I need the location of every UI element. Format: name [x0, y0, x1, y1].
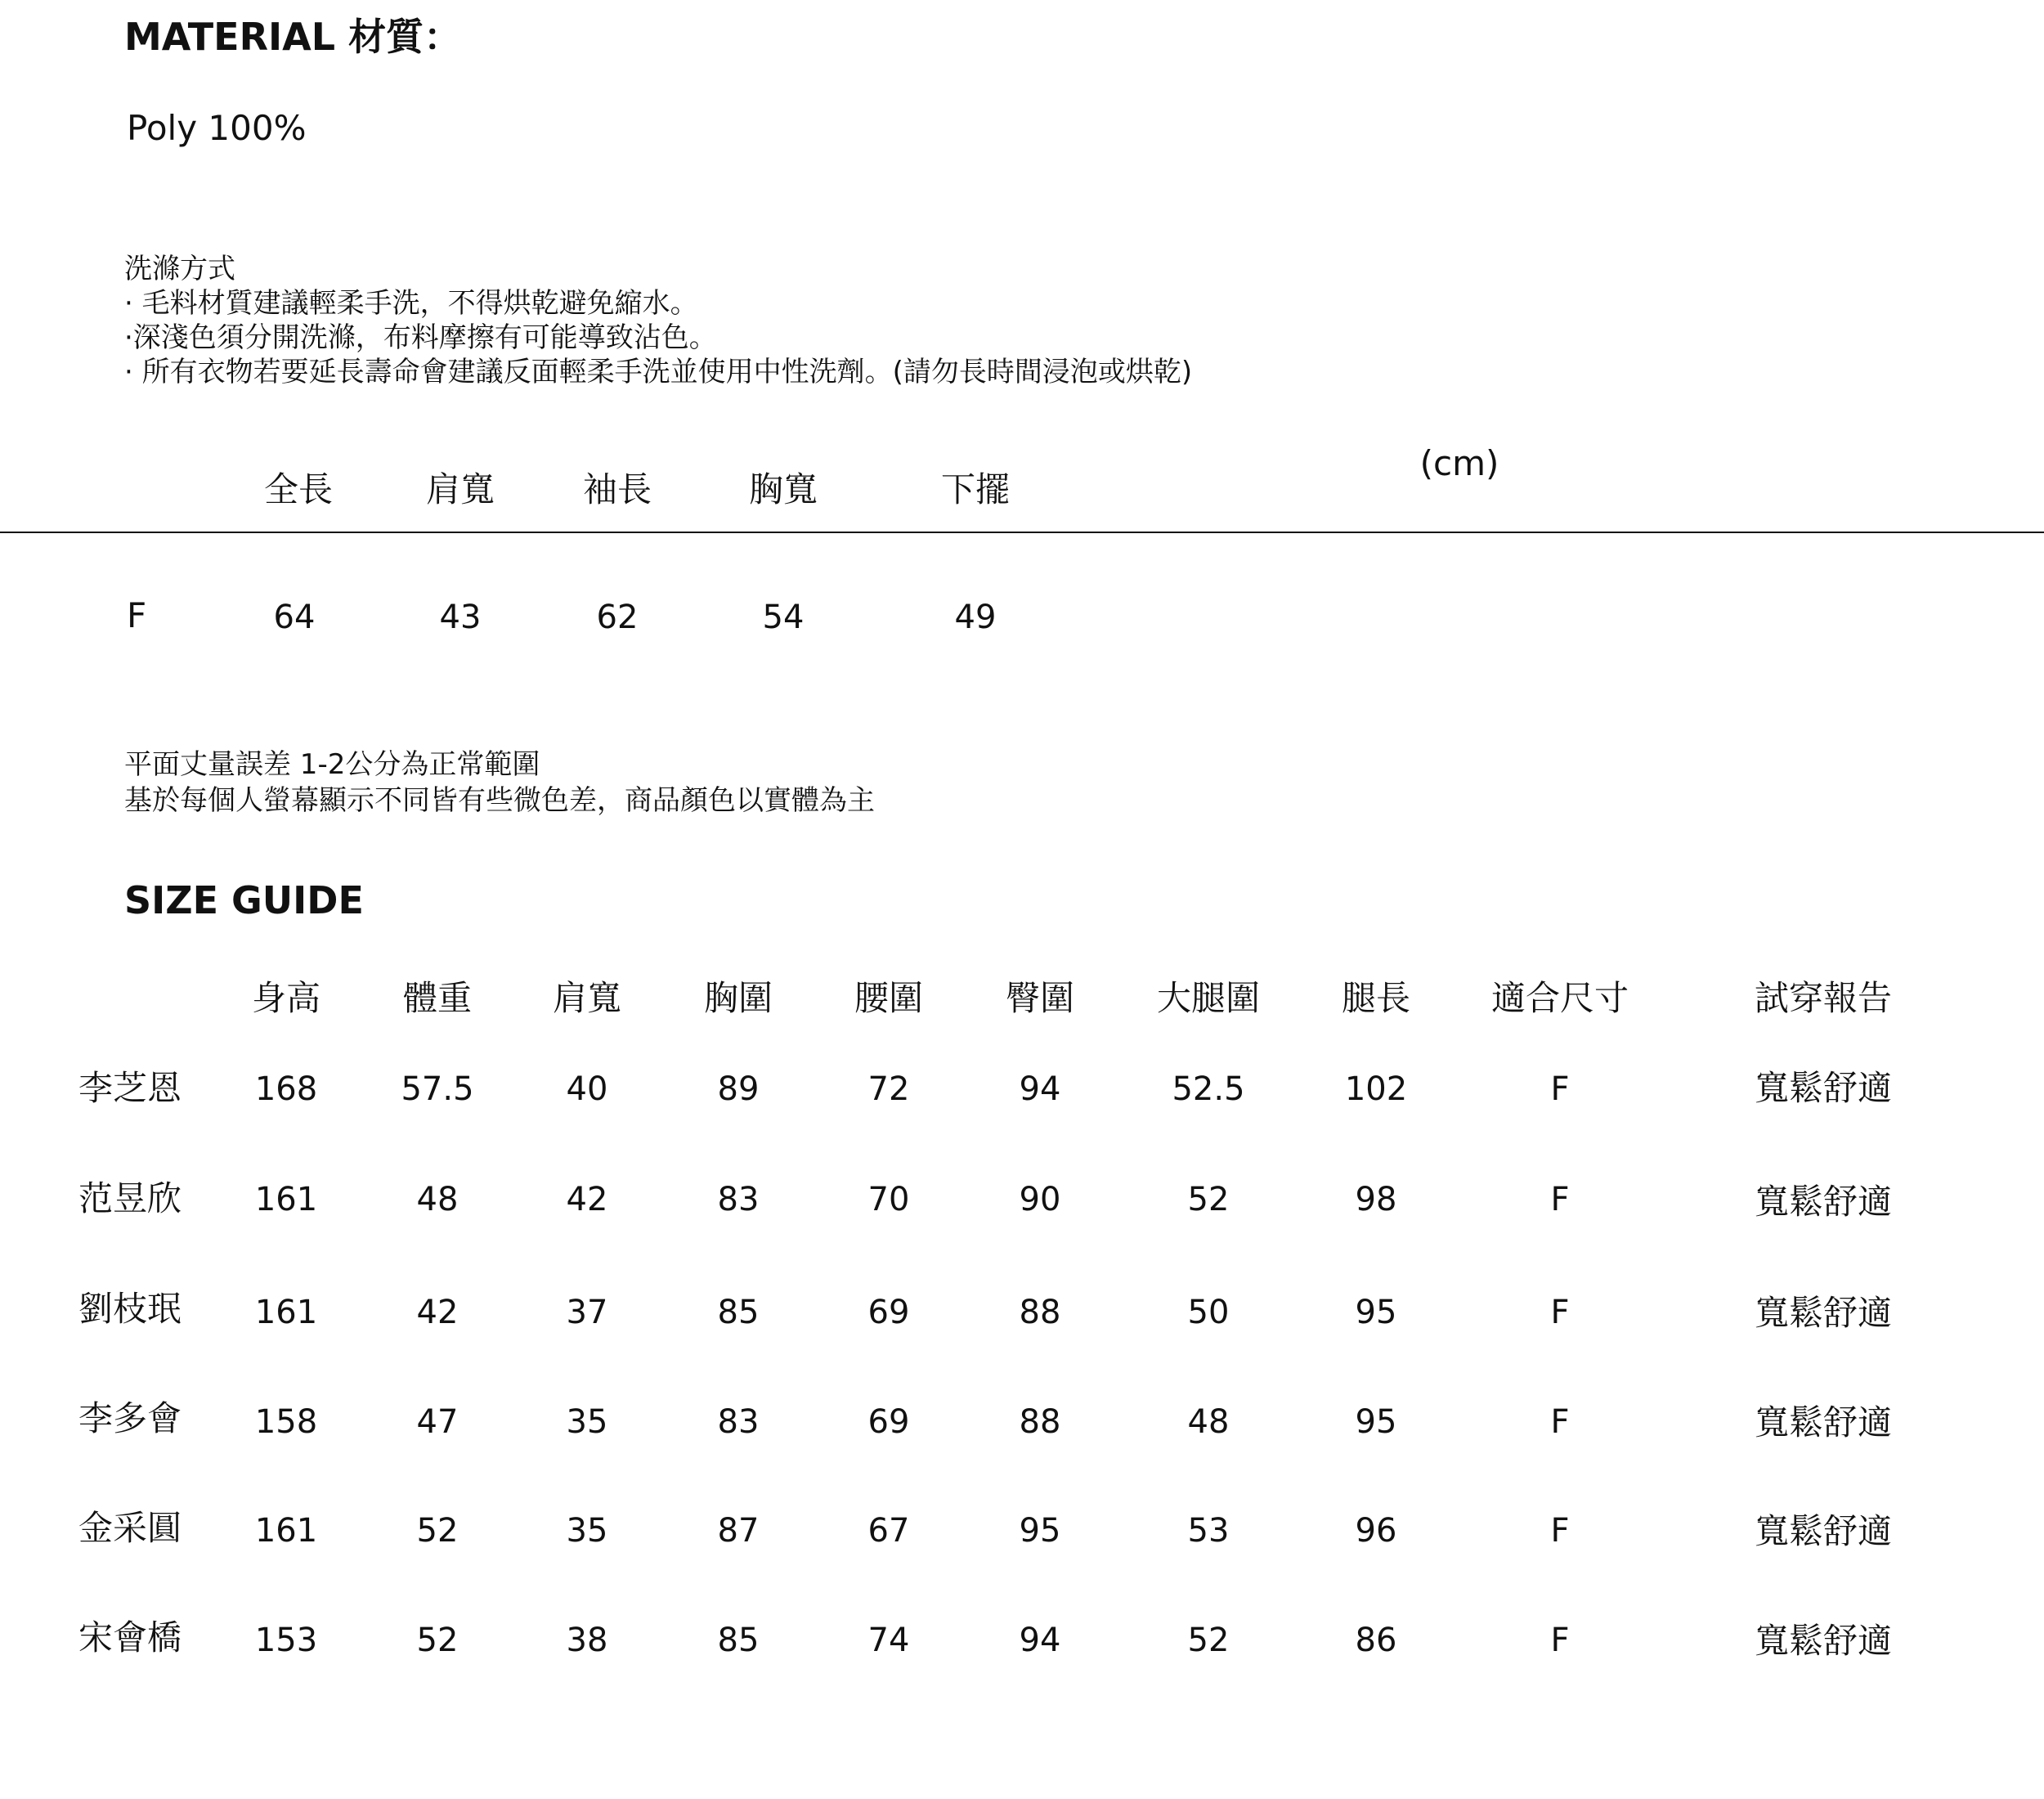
table-cell: 67: [867, 1512, 910, 1550]
guide-header: 適合尺寸: [1490, 978, 1629, 1018]
measure-header: 袖長: [582, 469, 652, 509]
table-cell: 69: [867, 1294, 910, 1331]
fit-report: 寬鬆舒適: [1754, 1511, 1893, 1551]
measure-header: 肩寬: [425, 469, 495, 509]
table-cell: 161: [254, 1181, 318, 1218]
measure-value: 49: [954, 599, 997, 636]
table-cell: 57.5: [401, 1070, 474, 1108]
size-label: F: [127, 595, 147, 635]
table-cell: 153: [254, 1622, 318, 1659]
table-cell: 83: [717, 1181, 760, 1218]
fit-report: 寬鬆舒適: [1754, 1068, 1893, 1108]
model-name: 宋會橋: [78, 1617, 182, 1658]
measure-header: 全長: [263, 469, 334, 509]
table-cell: F: [1550, 1070, 1570, 1108]
care-line: · 所有衣物若要延長壽命會建議反面輕柔手洗並使用中性洗劑。(請勿長時間浸泡或烘乾): [124, 356, 1193, 388]
table-cell: 85: [717, 1294, 760, 1331]
table-cell: 72: [867, 1070, 910, 1108]
table-cell: 86: [1355, 1622, 1397, 1659]
fit-report: 寬鬆舒適: [1754, 1293, 1893, 1333]
guide-header: 胸圍: [703, 978, 773, 1018]
table-cell: 88: [1019, 1403, 1061, 1441]
model-name: 李多會: [78, 1398, 182, 1438]
table-cell: F: [1550, 1622, 1570, 1659]
model-name: 金采圓: [78, 1508, 182, 1548]
table-cell: 70: [867, 1181, 910, 1218]
table-cell: 96: [1355, 1512, 1397, 1550]
guide-header: 肩寬: [552, 978, 622, 1018]
measure-header: 胸寬: [748, 469, 818, 509]
fit-report: 寬鬆舒適: [1754, 1621, 1893, 1661]
table-cell: 42: [566, 1181, 608, 1218]
table-cell: 52: [1187, 1181, 1230, 1218]
table-cell: 161: [254, 1512, 318, 1550]
table-cell: F: [1550, 1181, 1570, 1218]
table-cell: 85: [717, 1622, 760, 1659]
note-line: 平面丈量誤差 1-2公分為正常範圍: [124, 748, 540, 781]
table-cell: 35: [566, 1403, 608, 1441]
table-cell: F: [1550, 1512, 1570, 1550]
guide-header: 腿長: [1341, 978, 1411, 1018]
table-cell: 53: [1187, 1512, 1230, 1550]
table-divider: [0, 532, 2044, 533]
table-cell: 52: [416, 1512, 459, 1550]
guide-header: 身高: [251, 978, 321, 1018]
table-cell: 95: [1019, 1512, 1061, 1550]
table-cell: 90: [1019, 1181, 1061, 1218]
guide-header: 體重: [402, 978, 473, 1018]
table-cell: 83: [717, 1403, 760, 1441]
table-cell: 48: [1187, 1403, 1230, 1441]
table-cell: 47: [416, 1403, 459, 1441]
table-cell: 37: [566, 1294, 608, 1331]
model-name: 范昱欣: [78, 1178, 182, 1218]
table-cell: 161: [254, 1294, 318, 1331]
table-cell: F: [1550, 1403, 1570, 1441]
table-cell: 69: [867, 1403, 910, 1441]
table-cell: 40: [566, 1070, 608, 1108]
size-guide-heading: SIZE GUIDE: [124, 878, 364, 922]
unit-label: (cm): [1419, 443, 1499, 483]
guide-header: 臀圍: [1005, 978, 1075, 1018]
care-line: ·深淺色須分開洗滌，布料摩擦有可能導致沾色。: [124, 321, 717, 354]
table-cell: 52: [1187, 1622, 1230, 1659]
fit-report: 寬鬆舒適: [1754, 1402, 1893, 1442]
table-cell: 94: [1019, 1070, 1061, 1108]
measure-value: 43: [439, 599, 482, 636]
table-cell: 52: [416, 1622, 459, 1659]
table-cell: 94: [1019, 1622, 1061, 1659]
guide-header: 試穿報告: [1754, 978, 1893, 1018]
table-cell: 98: [1355, 1181, 1397, 1218]
table-cell: 89: [717, 1070, 760, 1108]
table-cell: 87: [717, 1512, 760, 1550]
table-cell: F: [1550, 1294, 1570, 1331]
measure-value: 54: [762, 599, 805, 636]
table-cell: 95: [1355, 1403, 1397, 1441]
model-name: 李芝恩: [78, 1068, 182, 1108]
table-cell: 88: [1019, 1294, 1061, 1331]
table-cell: 52.5: [1172, 1070, 1245, 1108]
table-cell: 35: [566, 1512, 608, 1550]
table-cell: 74: [867, 1622, 910, 1659]
measure-header: 下擺: [940, 469, 1011, 509]
material-value: Poly 100%: [127, 108, 307, 148]
table-cell: 38: [566, 1622, 608, 1659]
material-heading: MATERIAL 材質：: [124, 15, 462, 59]
guide-header: 腰圍: [854, 978, 924, 1018]
table-cell: 50: [1187, 1294, 1230, 1331]
table-cell: 95: [1355, 1294, 1397, 1331]
care-heading: 洗滌方式: [124, 253, 235, 285]
table-cell: 42: [416, 1294, 459, 1331]
table-cell: 158: [254, 1403, 318, 1441]
measure-value: 62: [596, 599, 639, 636]
table-cell: 102: [1344, 1070, 1408, 1108]
note-line: 基於每個人螢幕顯示不同皆有些微色差，商品顏色以實體為主: [124, 784, 875, 817]
measure-value: 64: [273, 599, 316, 636]
table-cell: 168: [254, 1070, 318, 1108]
table-cell: 48: [416, 1181, 459, 1218]
care-line: · 毛料材質建議輕柔手洗，不得烘乾避免縮水。: [124, 287, 698, 320]
fit-report: 寬鬆舒適: [1754, 1182, 1893, 1222]
guide-header: 大腿圍: [1156, 978, 1261, 1018]
model-name: 劉枝珉: [78, 1289, 182, 1329]
